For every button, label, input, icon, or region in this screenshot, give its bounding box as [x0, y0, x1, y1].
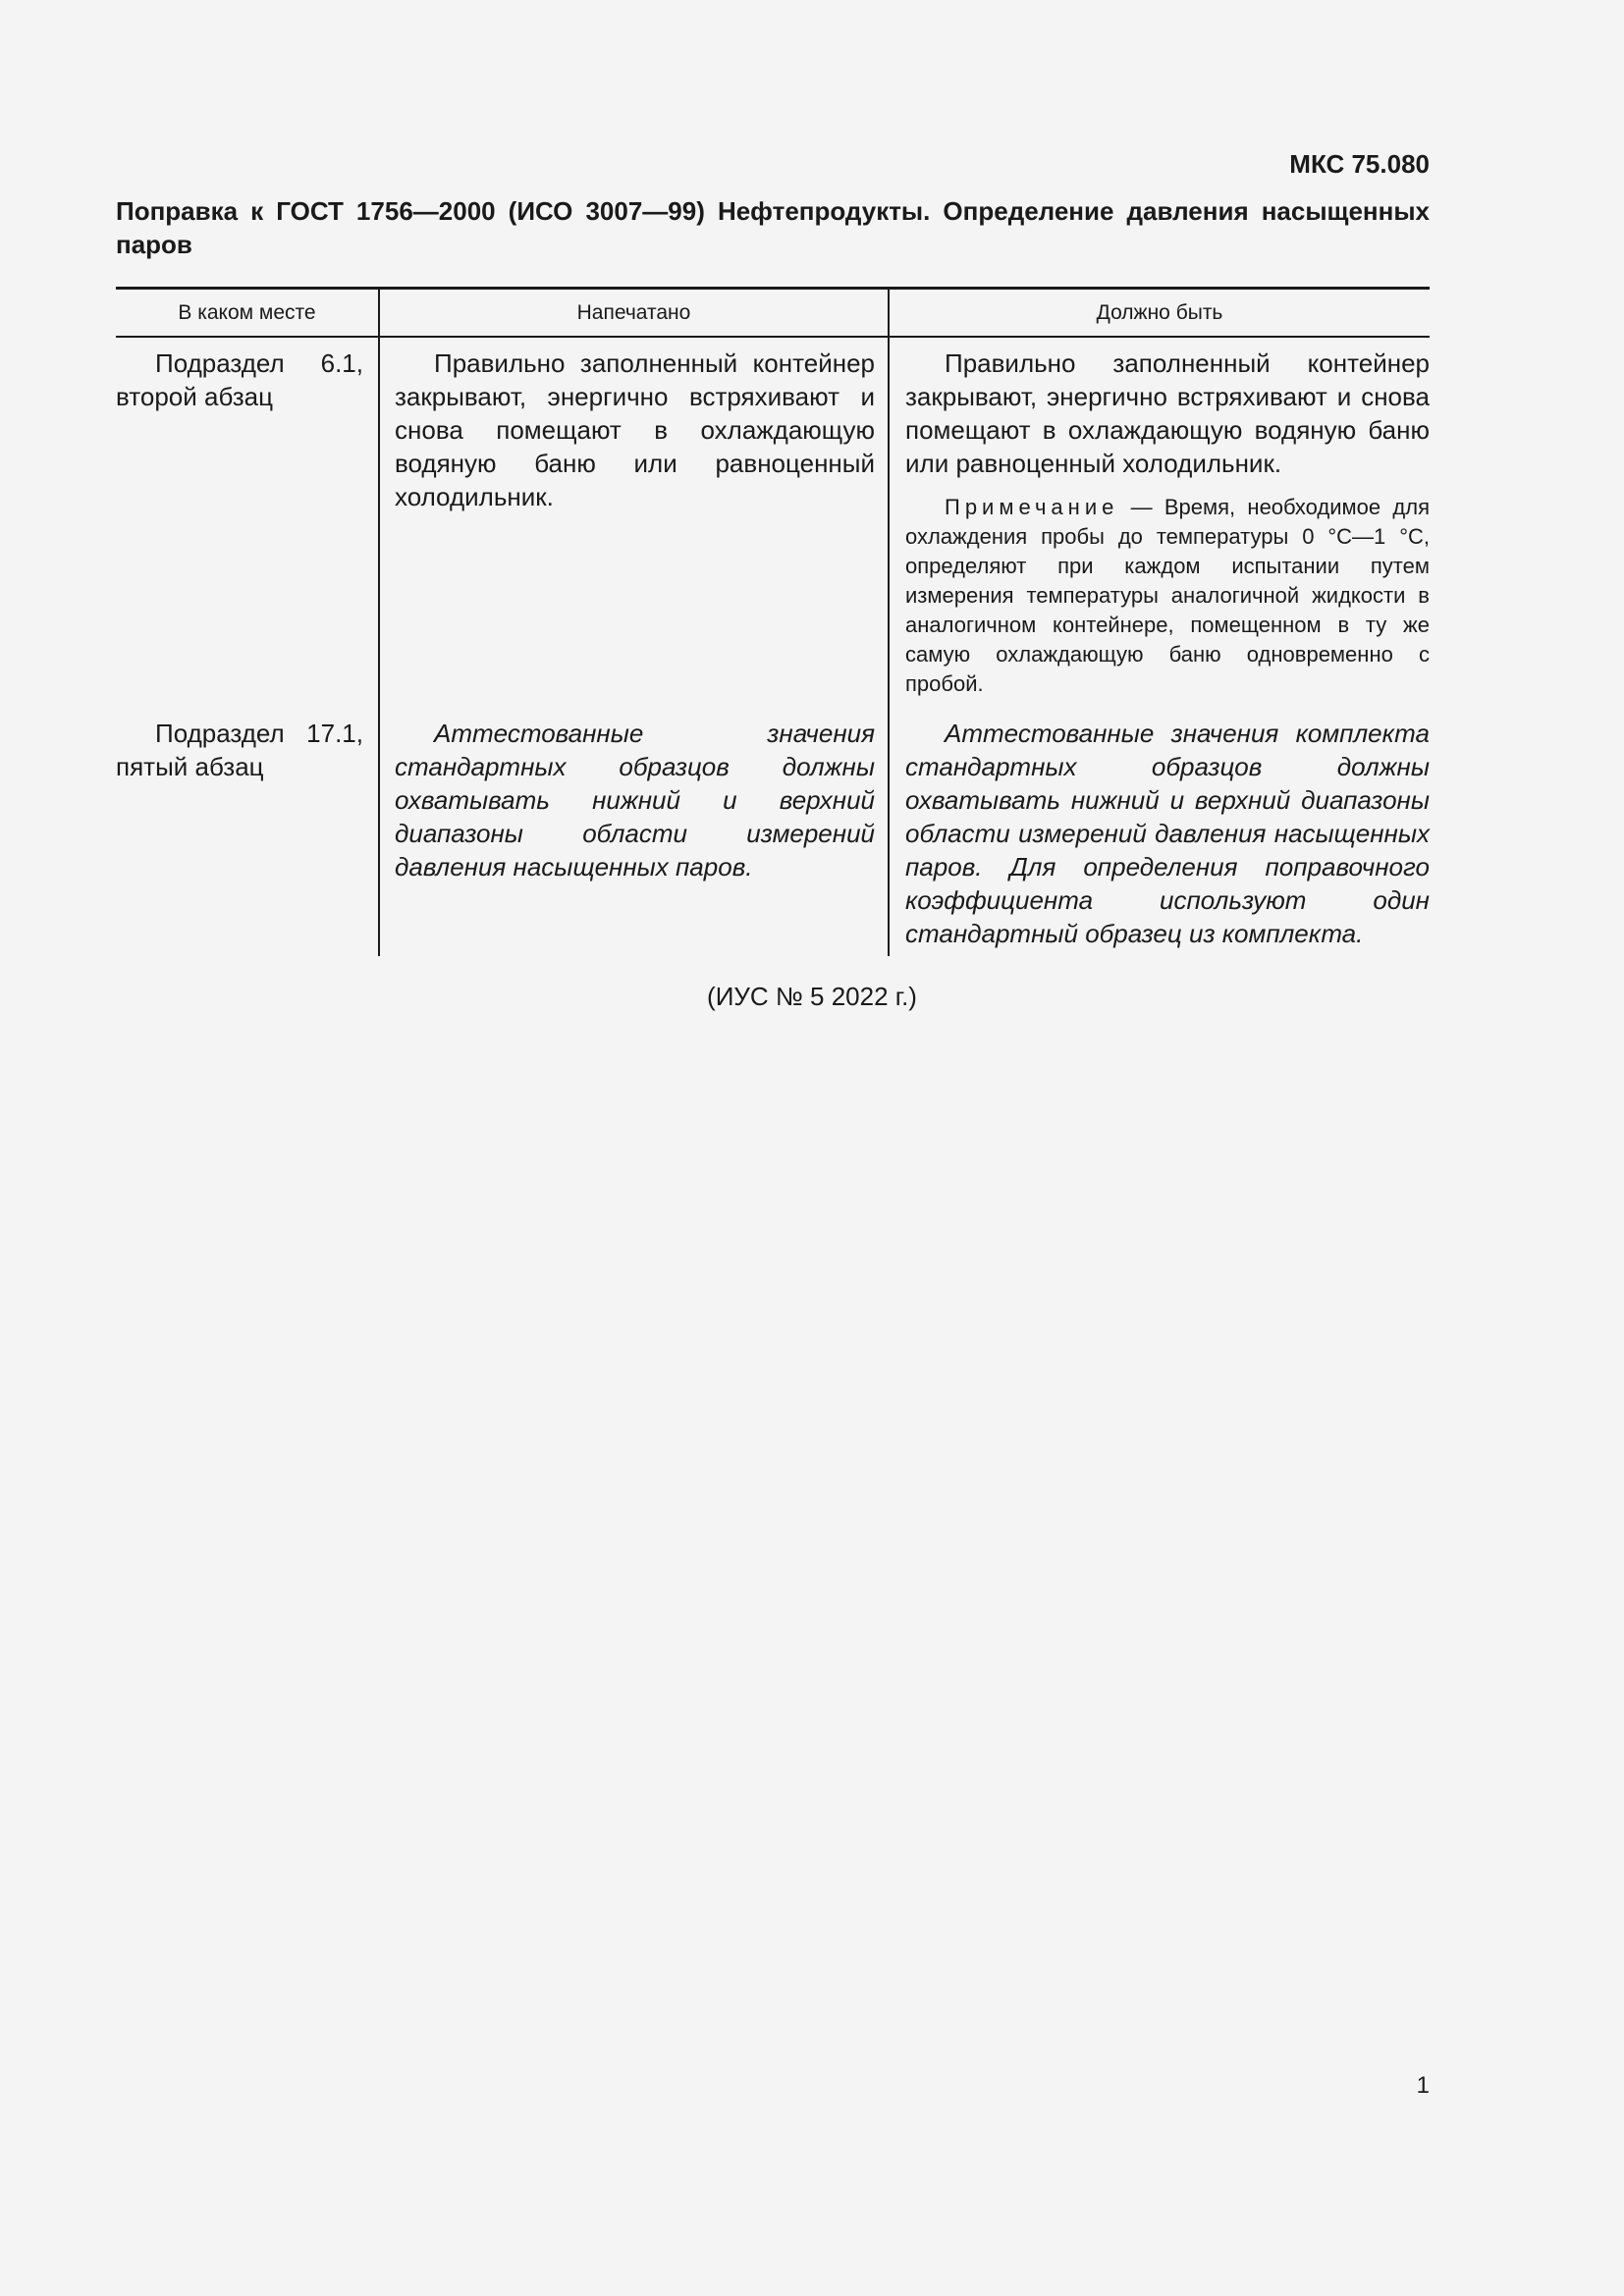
column-divider: [888, 290, 890, 956]
ius-reference: (ИУС № 5 2022 г.): [707, 982, 917, 1011]
table-header: [116, 290, 1430, 338]
amendment-table: [116, 287, 1430, 956]
row-1-should-be: Правильно заполненный контейнер закрывают, энергично встряхивают и снова помещают в охлаждающую водяную баню или равноценный холодильник.: [905, 348, 1430, 478]
column-divider: [378, 290, 380, 956]
note-label: Примечание: [945, 495, 1119, 519]
column-header-should-be: Должно быть: [1096, 301, 1223, 324]
row-1-note: [905, 493, 1430, 699]
note-text: — Время, необходимое для охлаждения пробы до температуры 0 °С—1 °С, определяют при каждом испытании путем измерения температуры аналогичной жидкости в аналогичном контейнере, помещенном в ту же самую охлаждающую баню одновременно с пробой.: [905, 495, 1430, 696]
row-1-where: Подраздел 6.1, второй абзац: [116, 348, 363, 411]
column-header-where: В каком месте: [178, 301, 316, 324]
row-1-printed: Правильно заполненный контейнер закрывают, энергично встряхивают и снова помещают в охлаждающую водяную баню или равноценный холодильник.: [395, 348, 875, 511]
page-number: 1: [1416, 2072, 1430, 2099]
row-2-where: Подраздел 17.1, пятый абзац: [116, 719, 363, 781]
column-header-printed: Напечатано: [576, 301, 691, 324]
row-2-printed: Аттестованные значения стандартных образцов должны охватывать нижний и верхний диапазоны области измерений давления насыщенных паров.: [395, 719, 875, 881]
mks-code: МКС 75.080: [1289, 149, 1430, 179]
row-2-should-be: Аттестованные значения комплекта стандартных образцов должны охватывать нижний и верхний диапазоны области измерений давления насыщенных паров. Для определения поправочного коэффициента используют один стандартный образец из комплекта.: [905, 719, 1430, 948]
document-title: Поправка к ГОСТ 1756—2000 (ИСО 3007—99) Нефтепродукты. Определение давления насыщенных паров: [116, 196, 1430, 259]
